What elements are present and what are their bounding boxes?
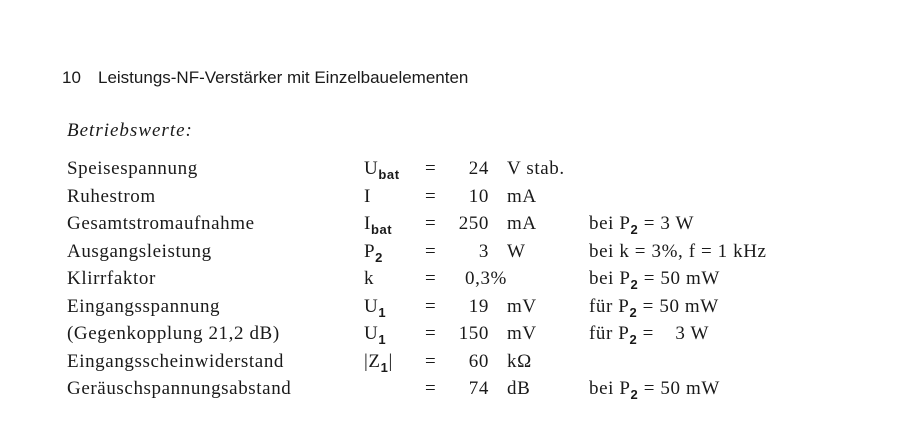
param-condition: für $P_2 = 50$ mW — [589, 295, 719, 320]
param-label: Klirrfaktor — [67, 268, 156, 289]
param-unit: dB — [507, 378, 531, 399]
param-unit: kΩ — [507, 350, 532, 372]
param-condition: für $P_2$ = 3 W — [589, 323, 710, 347]
param-symbol: $|Z_1|$ — [364, 350, 393, 375]
param-symbol: I — [364, 185, 371, 207]
equals-sign: = — [425, 323, 437, 344]
table-row — [67, 158, 827, 186]
param-condition: bei k = 3%, f = 1 kHz — [589, 240, 767, 262]
param-condition: bei $P_2 = 50$ mW — [589, 378, 720, 402]
param-value: 3 — [478, 240, 489, 262]
param-value: 24 — [468, 158, 489, 179]
param-condition: bei $P_2 = 50$ mW — [589, 268, 720, 292]
table-row — [67, 186, 827, 214]
table-row — [67, 296, 827, 324]
param-label: Ausgangsleistung — [67, 240, 212, 262]
param-value: 74 — [468, 378, 489, 399]
table-row — [67, 351, 827, 379]
param-unit: mA — [507, 213, 537, 234]
table-row — [67, 323, 827, 351]
param-unit: mV — [507, 295, 537, 317]
param-label: Eingangsspannung — [67, 295, 221, 317]
param-condition: bei $P_2 = 3$ W — [589, 213, 695, 237]
param-value: 10 — [468, 185, 489, 207]
param-value: 150 — [458, 323, 489, 344]
equals-sign: = — [425, 268, 437, 289]
param-symbol: k — [364, 268, 375, 289]
param-symbol: $P_2$ — [364, 240, 384, 265]
table-row — [67, 213, 827, 241]
param-symbol: $U_1$ — [364, 323, 387, 347]
param-unit: mA — [507, 185, 537, 207]
param-unit: W — [507, 240, 526, 262]
section-title: Betriebswerte: — [67, 120, 193, 141]
equals-sign: = — [425, 378, 437, 399]
equals-sign: = — [425, 213, 437, 234]
equals-sign: = — [425, 185, 437, 207]
chapter-title: Leistungs-NF-Verstärker mit Einzelbauelementen — [98, 68, 469, 87]
param-label: Eingangsscheinwiderstand — [67, 350, 285, 372]
param-label: (Gegenkopplung 21,2 dB) — [67, 323, 280, 344]
param-value: 250 — [458, 213, 489, 234]
param-symbol: $I_{bat}$ — [364, 213, 393, 237]
table-row — [67, 241, 827, 269]
param-label: Speisespannung — [67, 158, 198, 179]
param-symbol: $U_{bat}$ — [364, 158, 400, 182]
page-number: 10 — [62, 68, 81, 87]
param-value: 19 — [468, 295, 489, 317]
table-row — [67, 378, 827, 406]
equals-sign: = — [425, 240, 437, 262]
equals-sign: = — [425, 158, 437, 179]
param-unit: mV — [507, 323, 537, 344]
param-value: 60 — [468, 350, 489, 372]
operating-values-table — [67, 158, 827, 406]
equals-sign: = — [425, 295, 437, 317]
page-header — [62, 68, 468, 88]
param-label: Geräuschspannungsabstand — [67, 378, 292, 399]
table-row — [67, 268, 827, 296]
param-value: 0,3% — [465, 268, 507, 289]
equals-sign: = — [425, 350, 437, 372]
param-unit: V stab. — [507, 158, 565, 179]
param-symbol: $U_1$ — [364, 295, 387, 320]
param-label: Gesamtstromaufnahme — [67, 213, 255, 234]
param-label: Ruhestrom — [67, 185, 156, 207]
